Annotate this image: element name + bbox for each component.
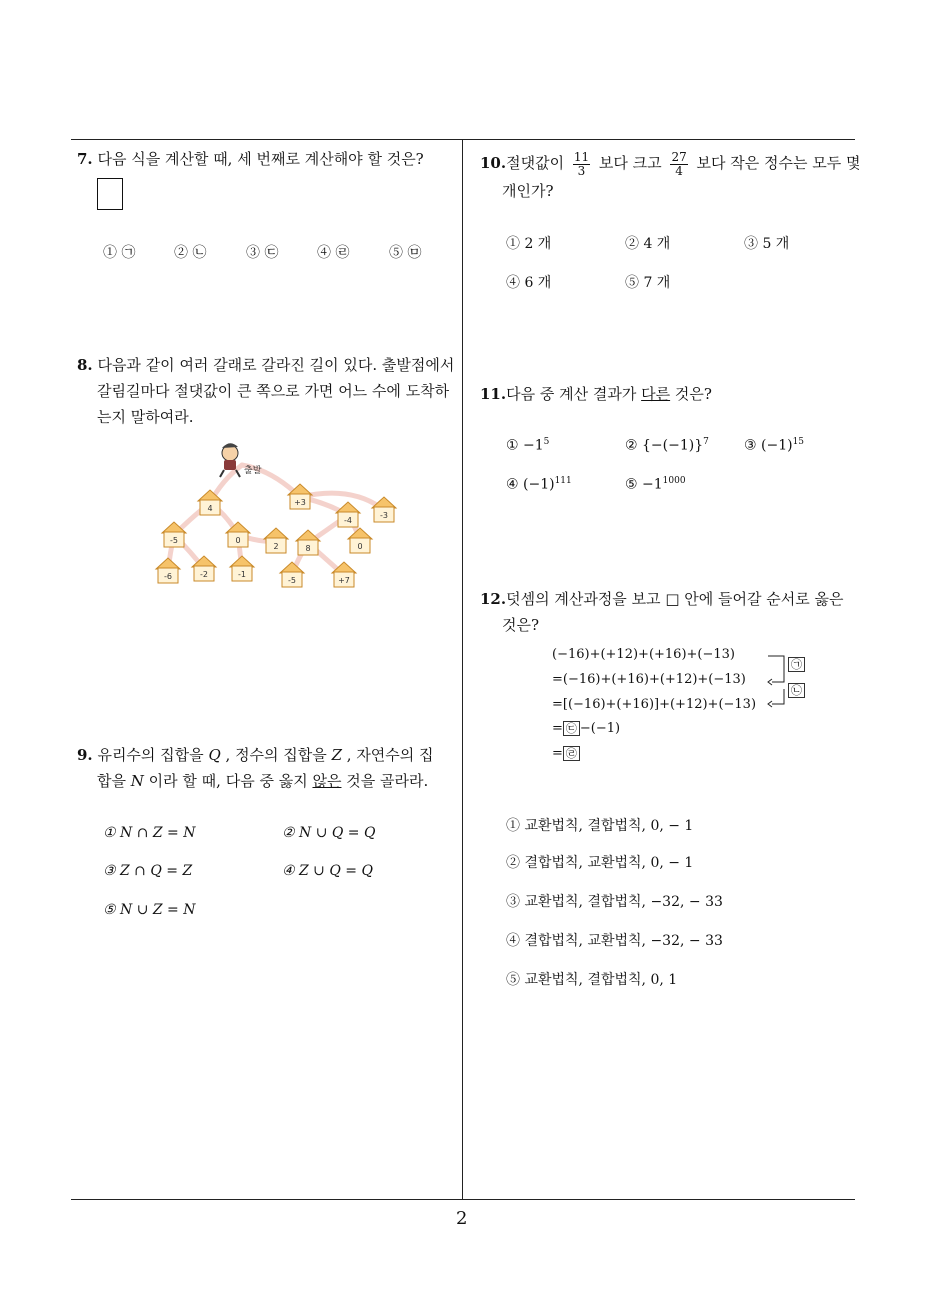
text: 것을 골라라. — [346, 772, 429, 790]
house-label: 2 — [273, 542, 279, 551]
side-label-1: ㉠ — [788, 657, 805, 672]
house-label: -3 — [380, 511, 388, 520]
question-number: 12. — [480, 590, 507, 608]
option-text: ⑤ −1 — [625, 476, 663, 493]
numerator: 11 — [573, 149, 590, 164]
house-12 — [230, 556, 254, 581]
question-10 — [480, 150, 860, 204]
equals: = — [552, 746, 563, 761]
text: 것은? — [674, 385, 712, 403]
option-3[interactable]: ③ 5 개 — [744, 236, 790, 252]
text: 이라 할 때, 다음 중 옳지 — [148, 772, 308, 790]
house-8 — [296, 530, 320, 555]
question-7 — [77, 146, 457, 172]
column-divider — [462, 139, 463, 1200]
option-3[interactable]: ③ 교환법칙, 결합법칙, −32, − 33 — [506, 894, 723, 910]
text: −(−1) — [579, 721, 621, 736]
question-number: 8. — [77, 356, 93, 374]
question-text-line-3: 는지 말하여라. — [97, 408, 194, 426]
question-text-line-2: 것은? — [502, 616, 540, 634]
question-9 — [77, 742, 462, 794]
calc-line-5 — [552, 746, 580, 761]
text: , 정수의 집합을 — [225, 746, 327, 764]
question-text-line-2: 갈림길마다 절댓값이 큰 쪽으로 가면 어느 수에 도착하 — [97, 382, 450, 400]
text: 절댓값이 — [506, 154, 565, 172]
question-text-line-1: 덧셈의 계산과정을 보고 □ 안에 들어갈 순서로 옳은 — [506, 590, 844, 608]
house-1 — [198, 490, 222, 515]
option-text: ④ (−1) — [506, 476, 555, 493]
top-rule — [71, 139, 855, 140]
option-5[interactable]: ⑤ N ∪ Z = N — [103, 902, 196, 918]
calc-line-4 — [552, 721, 620, 736]
option-5[interactable]: ⑤ ㉤ — [389, 245, 422, 261]
text: 다음 중 계산 결과가 — [506, 385, 637, 403]
question-text-line-2: 개인가? — [502, 181, 554, 200]
house-label: 0 — [235, 536, 241, 545]
option-2[interactable]: ② 결합법칙, 교환법칙, 0, − 1 — [506, 855, 694, 871]
equals: = — [552, 721, 563, 736]
question-12 — [480, 586, 865, 638]
calc-line-1: (−16)+(+12)+(+16)+(−13) — [552, 647, 735, 662]
house-label: -5 — [288, 576, 296, 585]
branching-road-diagram — [152, 435, 412, 595]
question-8 — [77, 352, 457, 430]
option-5[interactable]: ⑤ 교환법칙, 결합법칙, 0, 1 — [506, 972, 678, 988]
house-label: 0 — [357, 542, 363, 551]
expression-box — [97, 178, 123, 210]
question-text-line-1: 다음과 같이 여러 갈래로 갈라진 길이 있다. 출발점에서 — [97, 356, 455, 374]
option-2[interactable]: ② 4 개 — [625, 236, 671, 252]
house-9 — [348, 528, 372, 553]
house-label: +3 — [294, 498, 306, 507]
house-13 — [280, 562, 304, 587]
denominator: 4 — [675, 163, 683, 178]
house-3 — [336, 502, 360, 527]
blank-box-4: ㉣ — [563, 746, 580, 761]
option-4[interactable]: ④ ㉣ — [317, 245, 350, 261]
exponent: 15 — [792, 437, 805, 447]
set-z: Z — [331, 746, 342, 764]
text: 보다 크고 — [598, 154, 662, 172]
option-1[interactable]: ① ㉠ — [103, 245, 136, 261]
house-label: 8 — [305, 544, 311, 553]
option-1[interactable]: ① 2 개 — [506, 236, 552, 252]
house-4 — [372, 497, 396, 522]
set-q: Q — [208, 746, 221, 764]
underlined-word: 않은 — [312, 772, 342, 790]
question-number: 7. — [77, 150, 93, 168]
option-1[interactable]: ① 교환법칙, 결합법칙, 0, − 1 — [506, 818, 694, 834]
exponent: 5 — [543, 437, 550, 447]
calc-line-2: =(−16)+(+16)+(+12)+(−13) — [552, 672, 746, 687]
house-label: +7 — [338, 576, 350, 585]
question-number: 11. — [480, 385, 507, 403]
option-text: ② {−(−1)} — [625, 437, 704, 454]
house-10 — [156, 558, 180, 583]
option-3[interactable]: ③ ㉢ — [246, 245, 279, 261]
option-2[interactable] — [625, 437, 709, 454]
house-label: -1 — [238, 570, 246, 579]
question-text: 다음 식을 계산할 때, 세 번째로 계산해야 할 것은? — [97, 150, 424, 168]
option-4[interactable]: ④ 결합법칙, 교환법칙, −32, − 33 — [506, 933, 723, 949]
exponent: 7 — [703, 437, 709, 447]
question-number: 9. — [77, 746, 93, 764]
side-label-2: ㉡ — [788, 683, 805, 698]
text: 보다 작은 정수는 모두 몇 — [696, 154, 861, 172]
question-number: 10. — [480, 154, 507, 172]
option-1[interactable] — [506, 437, 549, 454]
house-label: 4 — [207, 504, 213, 513]
text: 합을 — [97, 772, 126, 790]
question-11 — [480, 381, 860, 407]
set-n: N — [130, 772, 144, 790]
option-5[interactable] — [625, 476, 686, 493]
fraction-27-4 — [670, 151, 687, 178]
option-4[interactable]: ④ Z ∪ Q = Q — [282, 863, 373, 879]
start-label: 출발 — [244, 466, 262, 476]
option-text: ① −1 — [506, 437, 544, 454]
bottom-rule — [71, 1199, 855, 1200]
option-1[interactable]: ① N ∩ Z = N — [103, 825, 196, 841]
option-2[interactable]: ② N ∪ Q = Q — [282, 825, 376, 841]
fraction-11-3 — [573, 151, 590, 178]
text: , 자연수의 집 — [346, 746, 434, 764]
page-number: 2 — [456, 1208, 468, 1229]
underlined-word: 다른 — [641, 385, 671, 403]
exponent: 1000 — [662, 476, 686, 486]
house-label: -5 — [170, 536, 178, 545]
house-7 — [264, 528, 288, 553]
denominator: 3 — [577, 163, 586, 178]
option-3[interactable] — [744, 437, 804, 454]
option-4[interactable] — [506, 476, 572, 493]
house-label: -2 — [200, 570, 208, 579]
option-2[interactable]: ② ㉡ — [174, 245, 207, 261]
text: 유리수의 집합을 — [97, 746, 204, 764]
option-text: ③ (−1) — [744, 437, 793, 454]
blank-box-3: ㉢ — [563, 721, 580, 736]
house-label: -6 — [164, 572, 172, 581]
calc-line-3: =[(−16)+(+16)]+(+12)+(−13) — [552, 697, 757, 712]
house-label: -4 — [344, 516, 352, 525]
option-3[interactable]: ③ Z ∩ Q = Z — [103, 863, 193, 879]
numerator: 27 — [671, 149, 687, 164]
option-4[interactable]: ④ 6 개 — [506, 275, 552, 291]
exponent: 111 — [554, 476, 572, 486]
option-5[interactable]: ⑤ 7 개 — [625, 275, 671, 291]
